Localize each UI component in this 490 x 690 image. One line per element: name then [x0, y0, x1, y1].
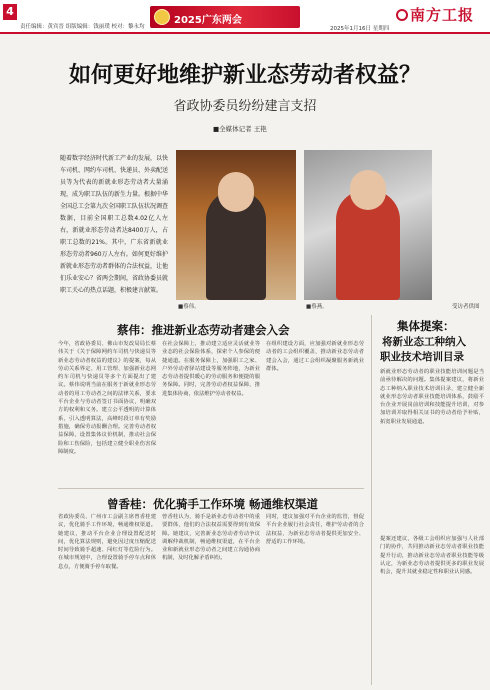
- section-title-collective-line-2: 将新业态工种纳入: [382, 336, 466, 348]
- zeng-column-3: 同时，建议加强对平台企业的监管，督促平台企业履行社会责任，维护劳动者的合法权益，为新业态劳动者提供更加安全、舒适的工作环境。: [266, 514, 364, 545]
- subheadline: 省政协委员纷纷建言支招: [173, 99, 317, 114]
- section-title-zeng-xianggui: 曾香桂：优化骑手工作环境 畅通维权渠道: [107, 497, 319, 511]
- person-head: [350, 170, 386, 210]
- zeng-column-1: 省政协委员、广州市工会副主席曾香桂建议，优化骑手工作环境，畅通维权渠道。她建议，推动平台企业合理设置配送时间，优化算法规则，避免因过度压缩配送时间导致骑手超速、闯红灯等危险行为。在城市规划中，合理设置骑手停车点和休息点，方便骑手停车取餐。: [58, 514, 156, 570]
- section-title-collective-line-1: 集体提案：: [397, 319, 455, 333]
- section-divider: [58, 488, 364, 489]
- photo-credit: 受访者供图: [452, 304, 480, 310]
- issue-date: 2025年1月16日 星期四: [330, 26, 390, 32]
- cai-wei-column-3: 在组织建设方面，应加强对新就业形态劳动者的工会组织覆盖，推动新业态劳动者建会入会，通过工会组织凝聚服务新就业群体。: [266, 341, 364, 372]
- brand-name: 南方工报: [410, 6, 475, 24]
- banner-title: 2025广东两会: [174, 15, 242, 26]
- intro-paragraph: 随着数字经济时代新工产业的发展，以快车司机、网约车司机、快递员、外卖配送员等为代表的新就业形态劳动者大量涌现，成为职工队伍的新生力量。根据中华全国总工会第九次全国职工队伍状况调查数据，目前全国职工总数4.02亿人左右，新就业形态劳动者达8400万人，占职工总数的21%。其中，广东省新就业形态劳动者960万人左右。如何更好维护新就业形态劳动者群体的合法权益，让他们乐业安心？省两会期间，省政协委员就职工关心的热点话题，积极建言献策。: [60, 155, 169, 294]
- headline: 如何更好地维护新业态劳动者权益？: [68, 62, 421, 88]
- cai-wei-column-1: 今年，省政协委员、佛山市发改局局长蔡伟关于《关于保障网约车司机与快递员等新业态劳动者权益的建议》的提案，每从劳动关系界定、用工管理、加强新业态网约车司机与快递员等多个方面提出了建议。蔡伟说明当前在服务于新就业形态劳动者的用工劳动者之间的法律关系，要求平台企业与劳动者签订书面协议，明确双方的权利和义务。建立公平透明的计算体系，引入透明算法，高峰时段订单有奖励措施，确保劳动报酬合理。完善劳动者权益保障，设置集体议价机制，推动社会保险和工伤保险，包括建立健全职业伤害保障制度。: [58, 341, 156, 455]
- cai-wei-column-2: 在社会保障上，推动建立适应灵活就业等业态的社会保险体系，探索个人参保的便捷通道。在服务保障上，加强职工之家、户外劳动者驿站建设等服务阵地，为新业态劳动者提供暖心的劳动服务和便捷的服务保障。同时，完善劳动者权益保障，推进集体协商，依法维护劳动者权益。: [162, 341, 260, 397]
- photo-cai-yan: [304, 150, 432, 300]
- logo-mark-icon: [396, 9, 408, 21]
- section-title-collective-line-3: 职业技术培训目录: [380, 351, 464, 363]
- page-number: 4: [3, 4, 17, 20]
- photo-caption-2: ■蔡燕。: [306, 304, 328, 310]
- byline: ■全媒体记者 王艳: [213, 125, 267, 133]
- newspaper-logo: [396, 4, 474, 25]
- national-emblem-icon: [154, 9, 170, 25]
- photo-cai-wei: [176, 150, 296, 300]
- editor-credits: 责任编辑：黄宾晋 组版编辑：钱丽璞 校对：黎永均: [20, 24, 145, 30]
- two-sessions-banner: [150, 6, 300, 28]
- masthead-bar: [0, 0, 490, 34]
- photo-caption-1: ■蔡伟。: [178, 304, 200, 310]
- section-title-cai-wei: 蔡伟：推进新业态劳动者建会入会: [117, 323, 290, 337]
- column-divider: [371, 315, 372, 685]
- collective-column-2: 提案还建议，各级工会组织应加强与人社部门的协作，共同推动新业态劳动者职业技能提升行动，推动新业态劳动者职业技能等级认定，为新业态劳动者提供更多的职业发展机会，提升其就业稳定性和职业认同感。: [380, 536, 484, 576]
- person-head: [218, 172, 254, 212]
- collective-column-1: 新就业形态劳动者的职业技能培训问题是当前亟待解决的问题。集体提案建议，将新业态工种纳入职业技术培训目录，建立健全新就业形态劳动者职业技能培训体系，鼓励平台企业开展岗前培训和技能提升培训，对参加培训并取得相关证书的劳动者给予补贴，拓宽职业发展通道。: [380, 369, 484, 425]
- zeng-column-2: 曾香桂认为，骑手是新业态劳动者中的重要群体，他们的合法权益需要得到有效保障。她建议，完善新业态劳动者劳动争议调解仲裁机制，畅通维权渠道，在平台企业和新就业形态劳动者之间建立沟通协商机制，及时化解矛盾纠纷。: [162, 514, 260, 562]
